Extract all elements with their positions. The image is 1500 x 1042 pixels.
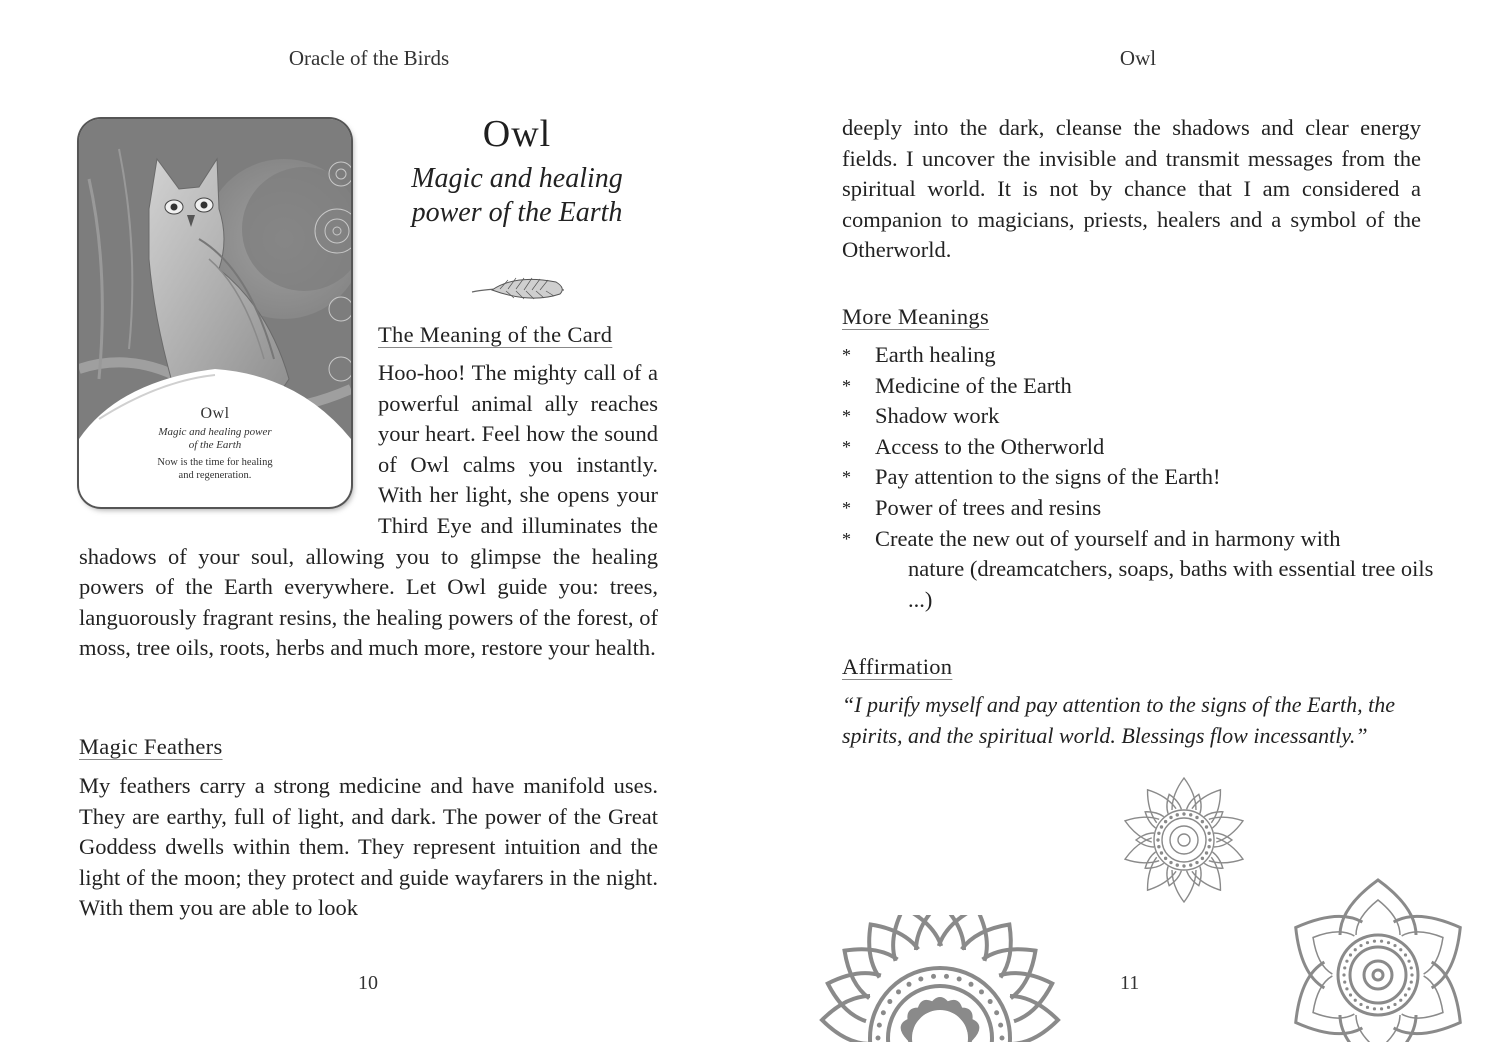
meaning-text: Create the new out of yourself and in harmony with <box>875 525 1341 551</box>
meanings-list <box>842 340 1442 615</box>
bullet-asterisk-icon: * <box>842 406 851 427</box>
meaning-list-item <box>842 432 1442 463</box>
section-heading-affirmation: Affirmation <box>842 654 953 679</box>
meaning-text: Pay attention to the signs of the Earth! <box>875 464 1221 490</box>
bullet-asterisk-icon: * <box>842 436 851 457</box>
running-head-text: Oracle of the Birds <box>288 46 450 70</box>
meaning-text-continuation: nature (dreamcatchers, soaps, baths with essential tree oils ...) <box>908 556 1434 612</box>
meaning-list-item <box>842 340 1442 371</box>
mandala-icon <box>780 915 1100 1042</box>
meaning-list-item <box>842 371 1442 402</box>
bullet-asterisk-icon: * <box>842 528 851 549</box>
mandala-icon <box>1278 875 1478 1042</box>
card-caption-text: and regeneration. <box>178 470 252 481</box>
meaning-text: Earth healing <box>875 342 996 367</box>
card-title: Owl <box>482 113 552 155</box>
card-caption-text: Now is the time for healing <box>157 457 273 468</box>
section-heading-magic-feathers: Magic Feathers <box>79 734 223 759</box>
page-number: 11 <box>1120 972 1140 994</box>
affirmation-text: “I purify myself and pay attention to the signs of the Earth, the spirits, and the spiritual world. Blessings flow incessantly.” <box>842 692 1395 748</box>
meaning-list-item <box>842 401 1442 432</box>
meaning-text: Power of trees and resins <box>875 494 1102 520</box>
continued-text: deeply into the dark, cleanse the shadows and clear energy fields. I uncover the invisible and transmit messages from the spiritual world. It is not by chance that I am considered a companion to magicians, priests, healers and a symbol of the Otherworld. <box>842 115 1421 263</box>
meaning-text: Access to the Otherworld <box>875 433 1105 459</box>
bullet-asterisk-icon: * <box>842 497 851 518</box>
meaning-text-block <box>79 358 658 664</box>
mandala-icon <box>1114 770 1254 910</box>
page-number: 10 <box>358 972 378 994</box>
card-subtitle: Magic and healing <box>411 163 623 194</box>
meaning-text: Hoo-hoo! The mighty call of a powerful animal ally reaches your heart. Feel how the sound of Owl calms you instantly. With her light, she opens your Third Eye and illuminates the shadows of your soul, allowing you to glimpse the healing powers of the Earth everywhere. Let Owl guide you: trees, languorously fragrant resins, the healing powers of the forest, of moss, tree oils, roots, herbs and much more, restore your health. <box>79 360 658 661</box>
meaning-list-item <box>842 462 1442 493</box>
feather-icon <box>470 274 566 304</box>
card-subtitle: power of the Earth <box>411 197 623 228</box>
right-page <box>750 0 1500 1042</box>
meaning-text: Medicine of the Earth <box>875 372 1072 398</box>
meaning-text: Shadow work <box>875 403 1000 429</box>
card-title-block <box>372 112 662 230</box>
section-heading-meaning: The Meaning of the Card <box>378 322 613 347</box>
bullet-asterisk-icon: * <box>842 345 851 365</box>
meaning-list-item <box>842 493 1442 524</box>
bullet-asterisk-icon: * <box>842 467 851 488</box>
magic-feathers-text: My feathers carry a strong medicine and have manifold uses. They are earthy, full of light, and dark. The power of the Great Goddess dwells within them. They represent intuition and the light of the moon; they protect and guide wayfarers in the night. With them you are able to look <box>79 773 658 921</box>
section-heading-more-meanings: More Meanings <box>842 304 989 329</box>
card-caption-subtitle: of the Earth <box>188 439 242 451</box>
running-head-text: Owl <box>1119 46 1157 70</box>
meaning-list-item <box>842 524 1442 616</box>
card-caption-subtitle: Magic and healing power <box>158 426 272 438</box>
bullet-asterisk-icon: * <box>842 375 851 396</box>
card-caption-title: Owl <box>200 405 230 422</box>
